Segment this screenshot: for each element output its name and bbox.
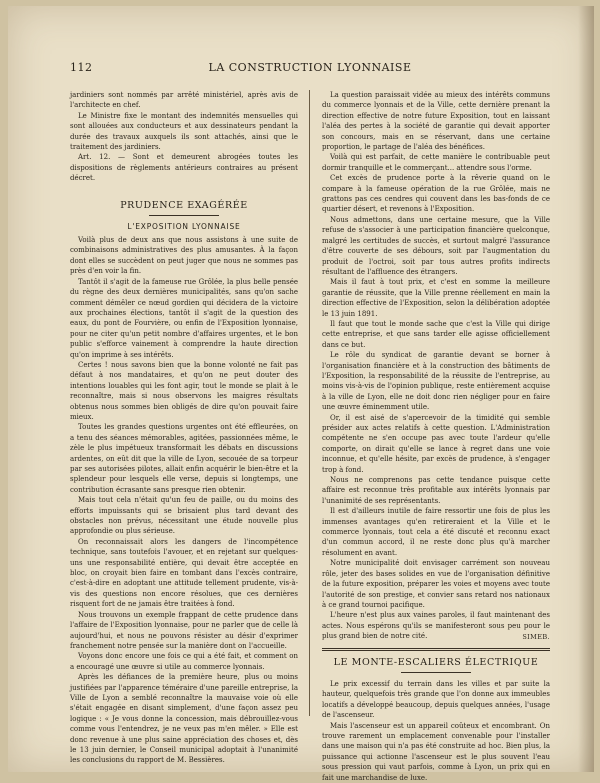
- paragraph: On reconnaissait alors les dangers de l'incompétence technique, sans toutefois l'avouer, et en rejetant sur quelques-uns une responsabilité entière, qui devait être acceptée en bloc, on croyait bien faire en tombant dans l'excès contraire, c'est-à-dire en adoptant une attitude tellement prudente, vis-à-vis des questions non encore résolues, que ces dernières risquent fort de ne jamais être traitées à fond.: [70, 537, 298, 609]
- paragraph: Nous admettons, dans une certaine mesure, que la Ville refuse de s'associer à une participation financière quelconque, malgré les certitudes de succès, et surtout malgré l'assurance d'être couverte de ses débours, soit par l'augmentation du produit de l'octroi, soit par tous autres profits indirects résultant de l'affluence des étrangers.: [322, 215, 550, 276]
- paragraph: Voyons donc encore une fois ce qui a été fait, et comment on a encouragé une œuvre si utile au commerce lyonnais.: [70, 652, 298, 671]
- page-header: [70, 61, 550, 77]
- article-title: PRUDENCE EXAGÉRÉE: [120, 199, 248, 211]
- paragraph: Le prix excessif du terrain dans les villes et par suite la hauteur, quelquefois très grande que l'on donne aux immeubles locatifs a développé beaucoup, depuis quelques années, l'usage de l'ascenseur.: [322, 679, 550, 720]
- paragraph: Voilà qui est parfait, de cette manière le contribuable peut dormir tranquille et le commerçant... attendre sous l'orme.: [322, 153, 550, 172]
- paragraph: Il faut que tout le monde sache que c'est la Ville qui dirige cette entreprise, et que sans tarder elle agisse officiellement dans ce but.: [322, 319, 550, 349]
- paragraph: Mais l'ascenseur est un appareil coûteux et encombrant. On trouve rarement un emplacement convenable pour l'installer dans une maison qui n'a pas été construite ad hoc. Bien plus, la puissance qui actionne l'ascenseur est le plus souvent l'eau sous pression qui vaut parfois, comme à Lyon, un prix qui en fait une marchandise de luxe.: [322, 721, 550, 782]
- paragraph: Cet excès de prudence porte à la rêverie quand on le compare à la fameuse opération de la rue Grôlée, mais ne grattons pas ces cendres qui couvent dans les bas-fonds de ce quartier désert, et revenons à l'Exposition.: [322, 174, 550, 214]
- page-sheet: [8, 6, 594, 782]
- paragraph: Art. 12. — Sont et demeurent abrogées toutes les dispositions de règlements antérieurs contraires au présent décret.: [70, 153, 298, 183]
- paragraph: Nous trouvons un exemple frappant de cette prudence dans l'affaire de l'Exposition lyonnaise, pour ne parler que de celle là aujourd'hui, et nous ne pouvons résister au désir d'exprimer franchement notre pensée sur la manière dont on l'accueille.: [70, 610, 298, 650]
- paragraph: Or, il est aisé de s'apercevoir de la timidité qui semble présider aux actes relatifs à cette question. L'Administration compétente ne s'en occupe pas avec toute l'ardeur qu'elle comporte, on dirait qu'elle se lance à regret dans une voie inconnue, et qu'elle hésite, par excès de prudence, à s'engager trop à fond.: [322, 413, 550, 474]
- paragraph: Notre municipalité doit envisager carrément son nouveau rôle, jeter des bases solides en vue de l'organisation définitive de la future exposition, préparer les voies et moyens avec toute l'autorité de son prestige, et convier sans retard nos nationaux à ce grand tournoi pacifique.: [322, 559, 550, 609]
- paragraph: Certes ! nous savons bien que la bonne volonté ne fait pas défaut à nos mandataires, et qu'on ne peut douter des intentions louables qui les font agir, tout le monde se plait à le reconnaître, mais si nous observons les maigres résultats obtenus nous sommes bien obligés de dire qu'on pouvait faire mieux.: [70, 360, 298, 421]
- paragraph: Nous ne comprenons pas cette tendance puisque cette affaire est reconnue très profitable aux intérêts lyonnais par l'unanimité de ses représentants.: [322, 476, 550, 505]
- paragraph: Mais il faut à tout prix, et c'est en somme la meilleure garantie de réussite, que la Ville prenne réellement en main la direction effective de l'Exposition, selon la délibération adoptée le 13 juin 1891.: [322, 278, 550, 318]
- page-number: 112: [70, 61, 93, 74]
- paragraph: La question paraissait vidée au mieux des intérêts communs du commerce lyonnais et de la Ville, cette dernière prenant la direction effective de notre future Exposition, tout en laissant l'aléa des pertes à la société de garantie qui devait apporter son concours, mais en se réservant, dans une certaine proportion, le partage de l'aléa des bénéfices.: [322, 91, 550, 152]
- paragraph: Le rôle du syndicat de garantie devant se borner à l'organisation financière et à la construction des bâtiments de l'Exposition, la responsabilité de la réussite de l'entreprise, au moins vis-à-vis de l'opinion publique, reste entièrement acquise à la ville de Lyon, elle ne doit donc rien négliger pour en faire une œuvre éminemment utile.: [322, 351, 550, 412]
- paragraph: Toutes les grandes questions urgentes ont été effleurées, on a tenu des séances mémorables, agitées, passionnées même, le zèle le plus impétueux transformait les débats en discussions ardentes, on eût dit que la ville de Lyon, secouée de sa torpeur par ses autorisées pilotes, allait enfin acquérir le bien-être et la splendeur pour lesquels elle verse, depuis si longtemps, une contribution écrasante sans presque rien obtenir.: [70, 423, 298, 494]
- section-separator: [322, 648, 550, 651]
- paragraph: Mais tout cela n'était qu'un feu de paille, ou du moins des efforts impuissants qui se brisaient plus tard devant des obstacles non prévus, nécessitant une étude nouvelle plus approfondie ou plus sérieuse.: [70, 496, 298, 536]
- author-signature: SIMEB.: [522, 632, 550, 641]
- paragraph: Tantôt il s'agit de la fameuse rue Grôlée, la plus belle pensée du règne des deux dernières municipalités, sans qu'on sache comment démêler ce nœud gordien qui décidera de la victoire aux prochaines élections, tantôt il s'agit de la question des eaux, du pont de Fourvière, ou enfin de l'Exposition lyonnaise, pour ne citer qu'un petit nombre d'affaires urgentes, et le bon public s'efforce vainement à comprendre la haute direction qu'on imprime à ses intérêts.: [70, 277, 298, 359]
- paragraph: Après les défiances de la première heure, plus ou moins justifiées par l'apparence téméraire d'une pareille entreprise, la Ville de Lyon a semblé reconnaître la mauvaise voie où elle s'était engagée en disant simplement, d'une façon assez peu logique : « Je vous donne la concession, mais débrouillez-vous comme vous l'entendrez, je ne veux pas m'en mêler. » Elle est donc revenue à une plus saine appréciation des choses et, dès le 13 juin dernier, le Conseil municipal adoptait à l'unanimité les conclusions du rapport de M. Bessières.: [70, 673, 298, 765]
- left-column: [70, 90, 298, 766]
- journal-title: LA CONSTRUCTION LYONNAISE: [208, 61, 412, 74]
- paragraph: L'heure n'est plus aux vaines paroles, il faut maintenant des actes. Nous espérons qu'ils se manifesteront sous peu pour le plus grand bien de notre cité.: [322, 611, 550, 641]
- article-title: LE MONTE-ESCALIERS ÉLECTRIQUE: [333, 656, 539, 668]
- paragraph: Il est d'ailleurs inutile de faire ressortir une fois de plus les immenses avantages qu'en retireraient et la Ville et le commerce lyonnais, tout cela a été discuté et reconnu exact d'un commun accord, il ne reste donc plus qu'à marcher résolument en avant.: [322, 507, 550, 557]
- column-divider: [309, 90, 310, 716]
- paragraph: Le Ministre fixe le montant des indemnités mensuelles qui sont allouées aux conducteurs et aux dessinateurs pendant la durée des travaux auxquels ils sont attachés, ainsi que le traitement des jardiniers.: [70, 111, 298, 152]
- title-rule: [401, 672, 471, 673]
- article-subtitle: L'EXPOSITION LYONNAISE: [127, 221, 241, 231]
- paragraph: Voilà plus de deux ans que nous assistons à une suite de combinaisons administratives des plus amusantes. À la façon dont elles se succèdent on peut juger que nous ne sommes pas près d'en voir la fin.: [70, 236, 298, 276]
- title-rule: [149, 215, 219, 216]
- right-column: [322, 90, 550, 783]
- binding-shadow: [578, 6, 594, 772]
- paragraph: jardiniers sont nommés par arrêté ministériel, après avis de l'architecte en chef.: [70, 91, 298, 110]
